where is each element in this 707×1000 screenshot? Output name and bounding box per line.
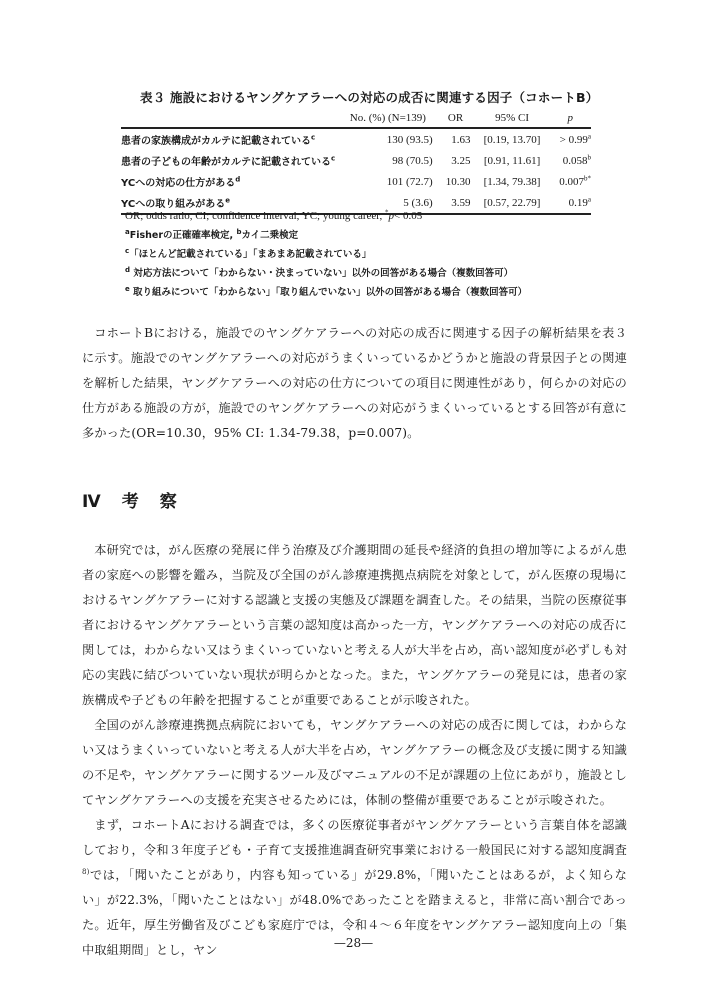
section-number: Ⅳ	[82, 492, 102, 512]
row-n: 5 (3.6)	[339, 192, 436, 214]
paragraph: コホートBにおける，施設でのヤングケアラーへの対応の成否に関連する因子の解析結果を表３に示す。施設でのヤングケアラーへの対応がうまくいっているかどうかと施設の背景因子との関連を解析した結果，ヤングケアラーへの対応の仕方についての項目に関連性があり，何らかの対応の仕方がある施設の方が，施設でのヤングケアラーへの対応がうまくいっているとする回答が有意に多かった(OR=10.30，95% CI: 1.34-79.38，p=0.007)。	[82, 326, 627, 440]
row-or: 3.25	[451, 154, 471, 167]
row-label: 患者の家族構成がカルテに記載されている$^c$	[121, 133, 316, 147]
section-title-char: 察	[159, 492, 178, 512]
results-table	[121, 110, 591, 215]
paragraph: まず，コホートAにおける調査では，多くの医療従事者がヤングケアラーという言葉自体を認識しており，令和３年度子ども・子育て支援推進調査研究事業における一般国民に対する認知度調査$^{8)}$では，「聞いたことがあり，内容も知っている」が29.8%，「聞いたことはあるが，よく知らない」が22.3%，「聞いたことはない」が48.0%であったことを踏まえると，非常に高い割合であった。近年，厚生労働省及びこども家庭庁では，令和４～６年度をヤングケアラー認知度向上の「集中取組期間」とし，ヤン	[82, 818, 627, 957]
header-n: No. (%) (N=139)	[339, 110, 436, 128]
header-ci: 95% CI	[475, 110, 550, 128]
citation-ref: 8)	[82, 867, 90, 876]
paragraph: 本研究では，がん医療の発展に伴う治療及び介護期間の延長や経済的負担の増加等によるがん患者の家庭への影響を鑑み，当院及び全国のがん診療連携拠点病院を対象として，がん医療の現場におけるヤングケアラーに対する認識と支援の実態及び課題を調査した。その結果，当院の医療従事者におけるヤングケアラーという言葉の認知度は高かった一方，ヤングケアラーへの対応の成否に関しては，わからない又はうまくいっていないと考える人が大半を占め，高い認知度が必ずしも対応の実践に結びついていない現状が明らかとなった。また，ヤングケアラーの発見には，患者の家族構成や子どもの年齢を把握することが重要であることが示唆された。	[82, 543, 627, 707]
row-p: > 0.99$^a$	[559, 131, 591, 146]
note-e: $^e$ 取り組みについて「わからない」「取り組んでいない」以外の回答がある場合（複数回答可）	[125, 284, 528, 298]
note-abbreviations: OR; odds ratio, CI; confidence interval, YC; young career, *p< 0.05	[125, 208, 423, 222]
header-or: OR	[437, 110, 475, 128]
row-ci: [0.91, 11.61]	[483, 154, 541, 167]
table-notes	[125, 207, 527, 302]
row-or: 10.30	[445, 175, 471, 188]
row-n: 98 (70.5)	[392, 154, 433, 167]
row-n: 101 (72.7)	[386, 175, 433, 188]
row-p: $0.007^{b*}$	[559, 173, 591, 188]
row-ci: [1.34, 79.38]	[483, 175, 541, 188]
row-ci: [0.19, 13.70]	[483, 133, 541, 146]
row-p: 0.058$^b$	[562, 152, 591, 167]
row-label: YCへの対応の仕方がある$^d$	[121, 175, 241, 189]
paragraph: 全国のがん診療連携拠点病院においても，ヤングケアラーへの対応の成否に関しては，わからない又はうまくいっていないと考える人が大半を占め，ヤングケアラーの概念及び支援に関する知識の不足や，ヤングケアラーに関するツール及びマニュアルの不足が課題の上位にあがり，施設としてヤングケアラーへの支援を充実させるためには，体制の整備が重要であることが示唆された。	[82, 718, 627, 807]
section-title-char: 考	[121, 492, 140, 512]
row-label: YCへの取り組みがある$^e$	[121, 192, 339, 214]
row-or: 1.63	[451, 133, 471, 146]
row-ci: [0.57, 22.79]	[475, 192, 550, 214]
page-number: —28—	[333, 936, 374, 950]
table-row	[121, 128, 591, 150]
results-paragraph	[82, 321, 627, 446]
row-or: 3.59	[437, 192, 475, 214]
table-header-row	[121, 110, 591, 128]
results-table-container	[121, 110, 591, 215]
row-p: 0.19$^a$	[550, 192, 591, 214]
row-label: 患者の子どもの年齢がカルテに記載されている$^c$	[121, 154, 336, 168]
note-tests: $^a$Fisherの正確確率検定, $^b$カイ二乗検定	[125, 227, 299, 241]
header-factor	[121, 110, 339, 128]
section-heading	[82, 487, 178, 512]
note-d: $^d$ 対応方法について「わからない・決まっていない」以外の回答がある場合（複数回答可）	[125, 265, 514, 279]
header-p: p	[550, 110, 591, 128]
row-n: 130 (93.5)	[386, 133, 433, 146]
table-row	[121, 171, 591, 192]
note-c: $^c$「ほとんど記載されている」「まあまあ記載されている」	[125, 246, 372, 260]
table-caption: 表３ 施設におけるヤングケアラーへの対応の成否に関連する因子（コホートB）	[140, 90, 599, 105]
table-row	[121, 150, 591, 171]
discussion-body	[82, 538, 627, 963]
